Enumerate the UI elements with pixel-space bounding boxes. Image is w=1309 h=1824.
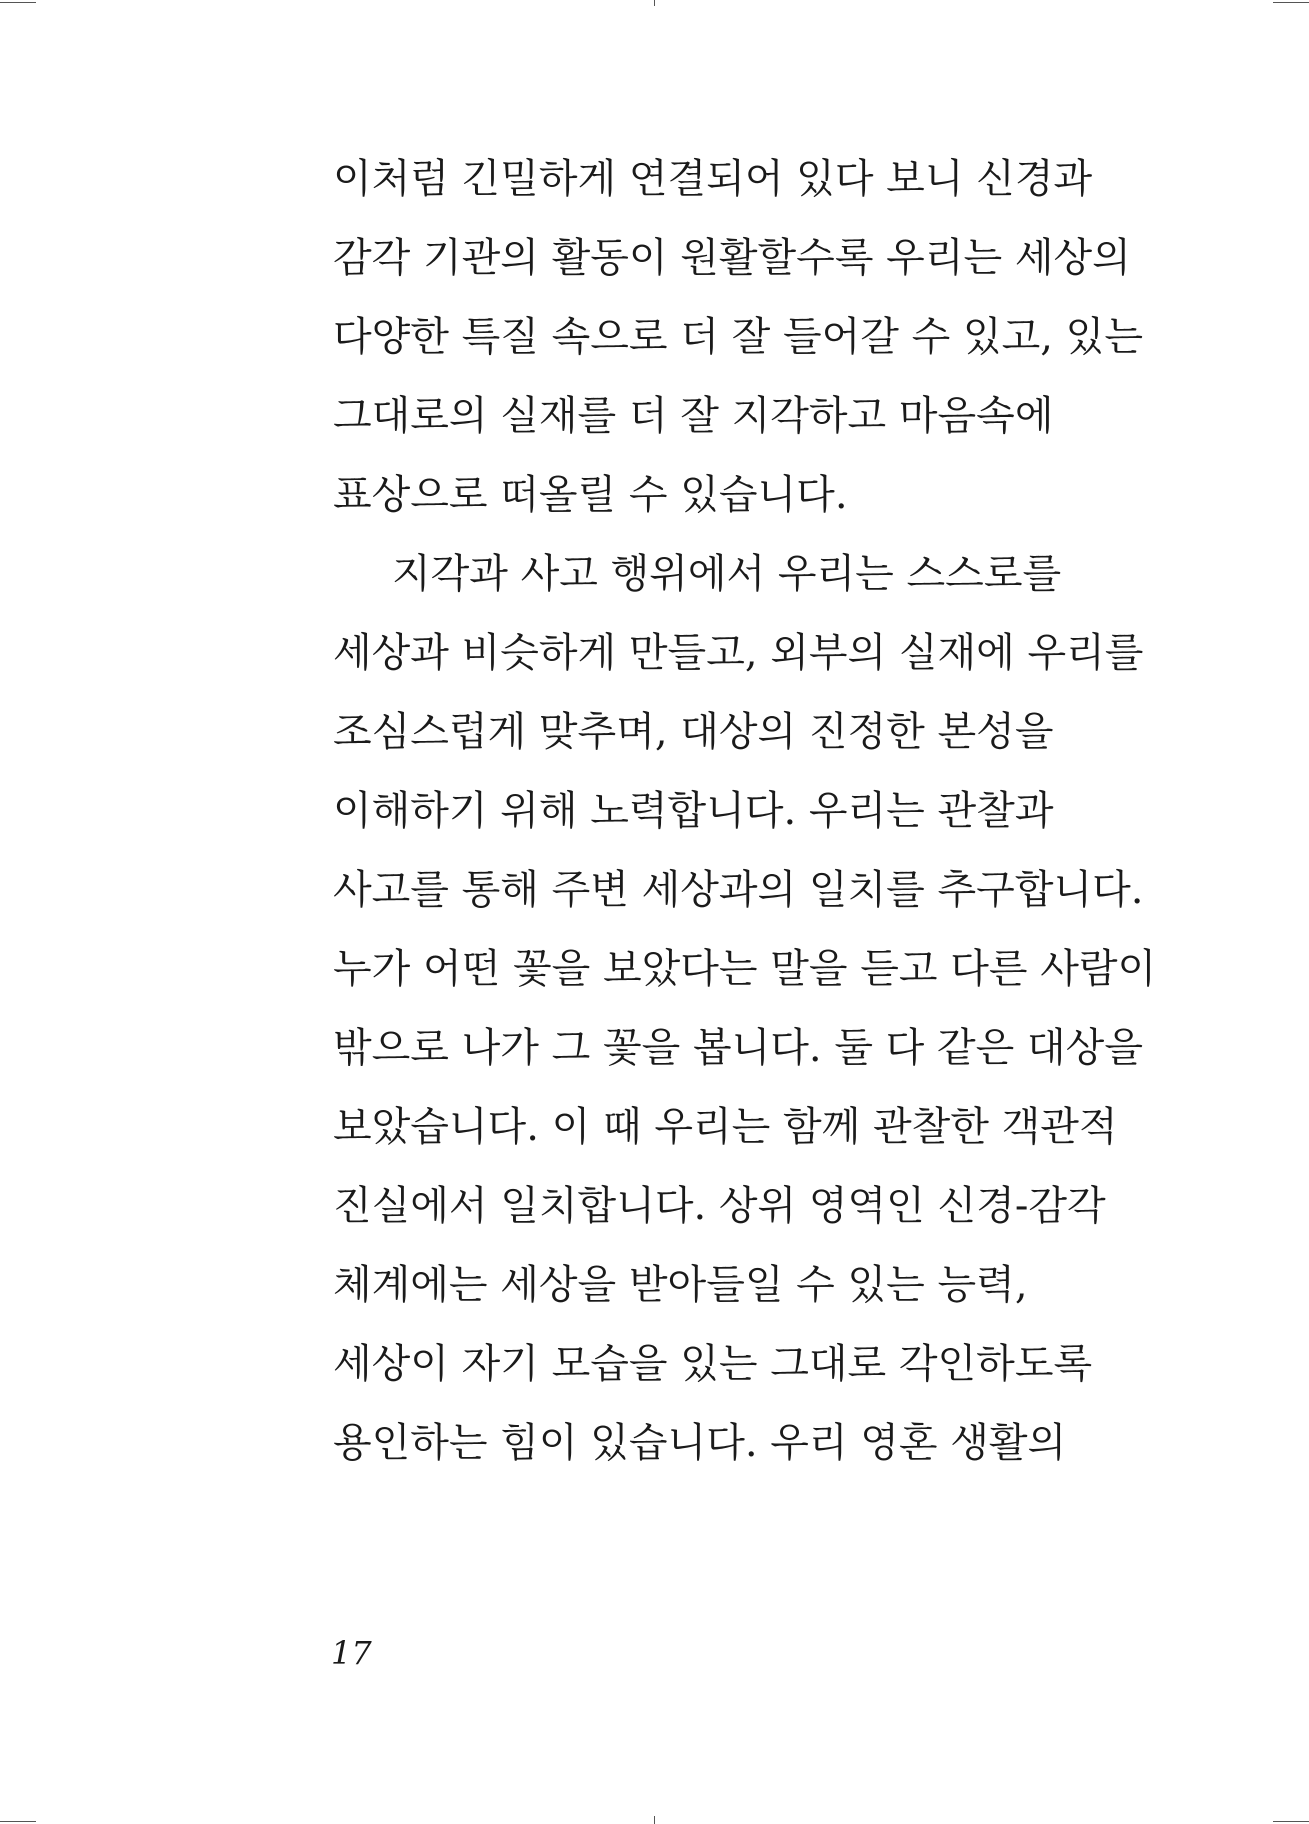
crop-mark-bottom-right (1273, 1821, 1309, 1822)
text-line: 용인하는 힘이 있습니다. 우리 영혼 생활의 (333, 1420, 1067, 1466)
text-line: 사고를 통해 주변 세상과의 일치를 추구합니다. (333, 867, 1144, 913)
page-number: 17 (331, 1634, 372, 1672)
text-line: 조심스럽게 맞추며, 대상의 진정한 본성을 (333, 709, 1054, 755)
text-line: 밖으로 나가 그 꽃을 봅니다. 둘 다 같은 대상을 (333, 1025, 1143, 1071)
crop-mark-top-left (0, 2, 36, 3)
text-line: 이처럼 긴밀하게 연결되어 있다 보니 신경과 (333, 156, 1093, 202)
text-line: 보았습니다. 이 때 우리는 함께 관찰한 객관적 (333, 1104, 1118, 1150)
text-line: 누가 어떤 꽃을 보았다는 말을 듣고 다른 사람이 (333, 946, 1157, 992)
text-line-paragraph-start: 지각과 사고 행위에서 우리는 스스로를 (392, 551, 1062, 597)
crop-mark-bottom-left (0, 1821, 36, 1822)
text-line: 세상이 자기 모습을 있는 그대로 각인하도록 (333, 1341, 1093, 1387)
crop-mark-bottom-center (654, 1816, 655, 1824)
text-line: 이해하기 위해 노력합니다. 우리는 관찰과 (333, 788, 1054, 834)
crop-mark-top-center (654, 0, 655, 6)
body-text (333, 140, 1193, 1483)
text-line: 체계에는 세상을 받아들일 수 있는 능력, (333, 1262, 1028, 1308)
text-line: 세상과 비슷하게 만들고, 외부의 실재에 우리를 (333, 630, 1144, 676)
text-line: 표상으로 떠올릴 수 있습니다. (333, 472, 848, 518)
text-line: 그대로의 실재를 더 잘 지각하고 마음속에 (333, 393, 1054, 439)
text-line: 진실에서 일치합니다. 상위 영역인 신경-감각 (333, 1183, 1106, 1229)
crop-mark-top-right (1273, 2, 1309, 3)
text-line: 감각 기관의 활동이 원활할수록 우리는 세상의 (333, 235, 1131, 281)
text-line: 다양한 특질 속으로 더 잘 들어갈 수 있고, 있는 (333, 314, 1143, 360)
